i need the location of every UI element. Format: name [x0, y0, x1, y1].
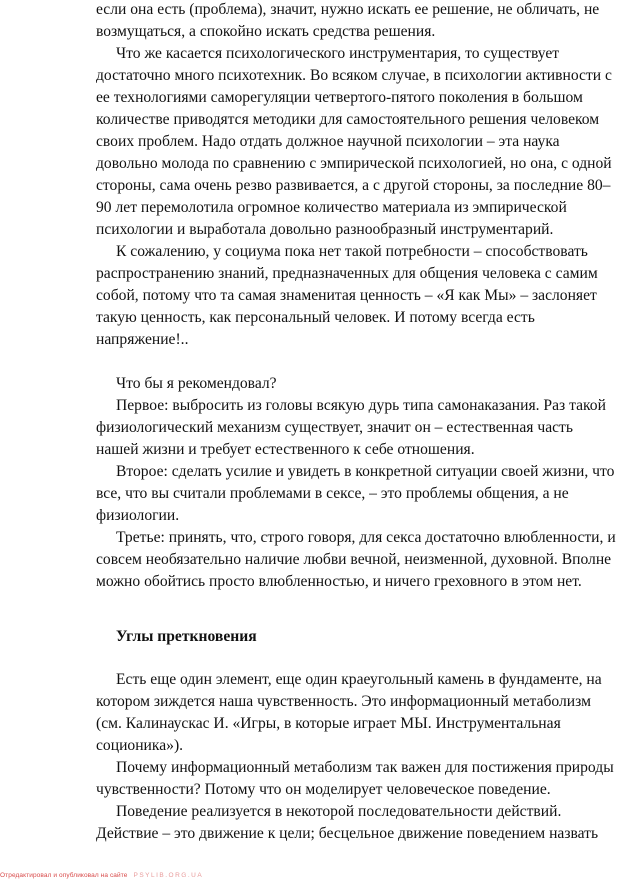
paragraph-5-line-2: физиологический механизм существует, значит он – естественная часть [96, 419, 573, 436]
paragraph-6-line-2: все, что вы считали проблемами в сексе, – это проблемы общения, а не [96, 485, 569, 502]
publisher-footer-text: Отредактировал и опубликовал на сайте [0, 872, 128, 879]
paragraph-2-line-2: достаточно много психотехник. Во всяком случае, в психологии активности с [96, 67, 612, 84]
paragraph-2-line-4: количестве приводятся методики для самостоятельного решения человеком [96, 111, 600, 128]
paragraph-1-line-2: возмущаться, а спокойно искать средства решения. [96, 23, 436, 40]
paragraph-2-line-5: своих проблем. Надо отдать должное научной психологии – эта наука [96, 133, 560, 150]
paragraph-2-line-6: довольно молода по сравнению с эмпирической психологией, но она, с одной [96, 155, 612, 172]
paragraph-3-line-4: такую ценность, как персональный человек. И потому всегда есть [96, 309, 535, 326]
paragraph-3-line-1: К сожалению, у социума пока нет такой потребности – способствовать [116, 243, 588, 260]
paragraph-5-line-3: нашей жизни и требует естественного к себе отношения. [96, 441, 475, 458]
paragraph-8-line-1: Есть еще один элемент, еще один краеугольный камень в фундаменте, на [116, 671, 602, 688]
paragraph-3-line-2: распространению знаний, предназначенных для общения человека с самим [96, 265, 598, 282]
paragraph-10-line-1: Поведение реализуется в некоторой последовательности действий. [116, 803, 562, 820]
paragraph-8-line-2: котором зиждется наша чувственность. Это информационный метаболизм [96, 693, 591, 710]
paragraph-1-line-1: если она есть (проблема), значит, нужно искать ее решение, не обличать, не [96, 1, 600, 18]
publisher-footer [0, 872, 203, 879]
paragraph-2-line-3: ее технологиями саморегуляции четвертого-пятого поколения в большом [96, 89, 583, 106]
paragraph-4-line-1: Что бы я рекомендовал? [116, 375, 277, 392]
publisher-watermark: PSYLIB.ORG.UA [133, 872, 204, 879]
paragraph-6-line-1: Второе: сделать усилие и увидеть в конкретной ситуации своей жизни, что [116, 463, 615, 480]
paragraph-9-line-2: чувственности? Потому что он моделирует человеческое поведение. [96, 781, 551, 798]
paragraph-8-line-4: соционика»). [96, 737, 184, 754]
paragraph-3-line-3: собой, потому что та самая знаменитая ценность – «Я как Мы» – заслоняет [96, 287, 597, 304]
paragraph-2-line-8: 90 лет перемолотила огромное количество материала из эмпирической [96, 199, 567, 216]
section-heading: Углы преткновения [116, 628, 257, 645]
paragraph-7-line-1: Третье: принять, что, строго говоря, для секса достаточно влюбленности, и [116, 529, 616, 546]
paragraph-2-line-9: психологии и выработала довольно разнообразный инструментарий. [96, 221, 554, 238]
paragraph-7-line-3: можно обойтись просто влюбленностью, и ничего греховного в этом нет. [96, 573, 582, 590]
paragraph-8-line-3: (см. Калинаускас И. «Игры, в которые играет МЫ. Инструментальная [96, 715, 561, 732]
paragraph-2-line-1: Что же касается психологического инструментария, то существует [116, 45, 560, 62]
paragraph-9-line-1: Почему информационный метаболизм так важен для постижения природы [116, 759, 614, 776]
paragraph-2-line-7: стороны, сама очень резво развивается, а с другой стороны, за последние 80– [96, 177, 611, 194]
paragraph-7-line-2: совсем необязательно наличие любви вечной, неизменной, духовной. Вполне [96, 551, 612, 568]
paragraph-3-line-5: напряжение!.. [96, 331, 189, 348]
paragraph-6-line-3: физиологии. [96, 507, 180, 524]
paragraph-10-line-2: Действие – это движение к цели; бесцельное движение поведением назвать [96, 825, 599, 842]
paragraph-5-line-1: Первое: выбросить из головы всякую дурь типа самонаказания. Раз такой [116, 397, 606, 414]
